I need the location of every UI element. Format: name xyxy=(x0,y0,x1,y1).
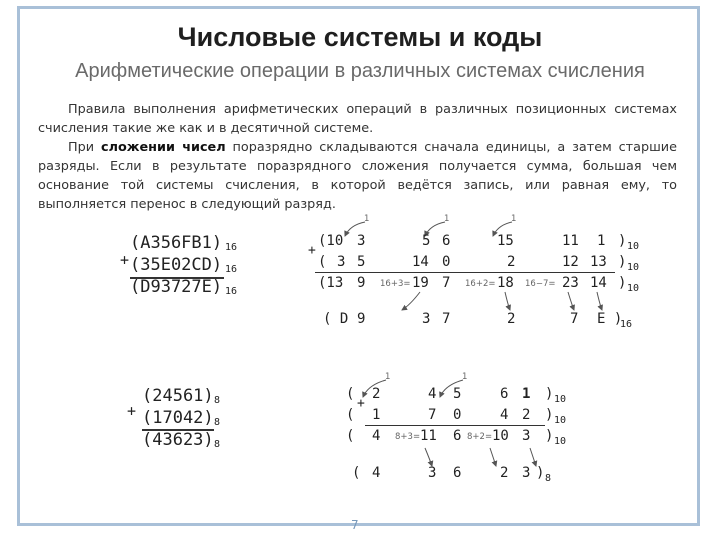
oct-detail-plus: + xyxy=(357,396,365,411)
hex-r3-note-1: 16+3= xyxy=(380,279,411,289)
oct-plus-sign: + xyxy=(127,402,137,420)
hex-r3-c1: 9 xyxy=(357,275,366,291)
oct-res-c4: 2 xyxy=(500,465,509,481)
oct-r2-c6: ) xyxy=(545,407,554,423)
hex-detail-plus: + xyxy=(308,243,316,258)
para2-start: При xyxy=(68,140,101,155)
hex-r2-c3: 14 xyxy=(412,254,429,270)
oct-detail-sum-line xyxy=(365,425,545,426)
oct-result-arrow-1 xyxy=(425,448,432,466)
hex-r1-c2: 5 xyxy=(422,233,431,249)
oct-result-arrow-2 xyxy=(490,448,496,466)
hex-res-c1: 9 xyxy=(357,311,366,327)
hex-res-c5: 7 xyxy=(570,311,579,327)
hex-r3-c5: 23 xyxy=(562,275,579,291)
oct-r1-c5: 1 xyxy=(522,386,531,402)
hex-r2-c8: ) xyxy=(618,254,627,270)
hex-r3-note-3: 16−7= xyxy=(525,279,556,289)
page-number: 7 xyxy=(351,518,359,532)
hex-r3-c4: 18 xyxy=(497,275,514,291)
hex-carry-2: 1 xyxy=(444,214,450,224)
hex-r1-c3: 6 xyxy=(442,233,451,249)
hex-plus-sign: + xyxy=(120,251,130,269)
oct-r1-c0: ( xyxy=(346,386,355,402)
oct-r3-c6: ) xyxy=(545,428,554,444)
oct-r3-note-1: 8+3= xyxy=(395,432,421,442)
oct-r2-base: 10 xyxy=(554,415,567,426)
hex-carry-3: 1 xyxy=(511,214,517,224)
oct-r3-base: 10 xyxy=(554,436,567,447)
hex-r2-c0: ( xyxy=(318,254,327,270)
oct-result: (43623) xyxy=(142,430,214,450)
hex-res-c0: ( D xyxy=(323,311,349,327)
hex-r1-base: 10 xyxy=(627,241,640,252)
oct-r1-c3: 5 xyxy=(453,386,462,402)
hex-res-c6: E ) xyxy=(597,311,623,327)
oct-r3-c4: 10 xyxy=(492,428,509,444)
oct-res-base: 8 xyxy=(545,473,552,484)
hex-res-c4: 2 xyxy=(507,311,516,327)
oct-operand1: (24561) xyxy=(142,386,214,406)
hex-r2-c7: 13 xyxy=(590,254,607,270)
hex-r2-base: 10 xyxy=(627,262,640,273)
hex-r2-c4: 0 xyxy=(442,254,451,270)
oct-r3-c5: 3 xyxy=(522,428,531,444)
oct-r2-c1: 1 xyxy=(372,407,381,423)
oct-operand2-base: 8 xyxy=(214,417,221,428)
hex-r3-c6: 14 xyxy=(590,275,607,291)
oct-res-c5: 3 xyxy=(522,465,531,481)
hex-r1-c1: 3 xyxy=(357,233,366,249)
oct-result-arrow-3 xyxy=(530,448,536,466)
hex-r3-base: 10 xyxy=(627,283,640,294)
oct-r1-c4: 6 xyxy=(500,386,509,402)
oct-r1-c2: 4 xyxy=(428,386,437,402)
oct-carry-2: 1 xyxy=(462,372,468,382)
hex-result: (D93727E) xyxy=(130,277,223,297)
hex-r2-c5: 2 xyxy=(507,254,516,270)
hex-r1-c6: 1 xyxy=(597,233,606,249)
hex-r3-c3: 7 xyxy=(442,275,451,291)
oct-r1-c6: ) xyxy=(545,386,554,402)
para2-rest: поразрядно складываются сначала единицы, а затем старшие разряды. Если в результате поразрядного сложения получается сумма, большая чем основание той системы счисления, в которой ведётся запись, или равная ему, то выполняется перенос в следующий разряд. xyxy=(38,140,677,212)
hex-r1-c7: ) xyxy=(618,233,627,249)
hex-r1-c5: 11 xyxy=(562,233,579,249)
oct-r3-note-2: 8+2= xyxy=(467,432,493,442)
hex-res-c2: 3 xyxy=(422,311,431,327)
hex-r1-c4: 15 xyxy=(497,233,514,249)
paragraph-rules: Правила выполнения арифметических операций в различных позиционных системах счисления такие же как и в десятичной системе. xyxy=(38,102,677,136)
hex-r3-c2: 19 xyxy=(412,275,429,291)
oct-r2-c4: 4 xyxy=(500,407,509,423)
hex-r3-c7: ) xyxy=(618,275,627,291)
oct-r2-c5: 2 xyxy=(522,407,531,423)
oct-res-c0: ( xyxy=(352,465,361,481)
hex-operand2-base: 16 xyxy=(225,264,238,275)
hex-r1-c0: (10 xyxy=(318,233,344,249)
hex-res-c3: 7 xyxy=(442,311,451,327)
hex-r2-c2: 5 xyxy=(357,254,366,270)
hex-result-base: 16 xyxy=(225,286,238,297)
page-number-line-right xyxy=(366,523,390,526)
oct-r1-c1: 2 xyxy=(372,386,381,402)
oct-res-c1: 4 xyxy=(372,465,381,481)
hex-operand1-base: 16 xyxy=(225,242,238,253)
para2-bold: сложении чисел xyxy=(100,140,226,155)
hex-res-base: 16 xyxy=(620,319,633,330)
page-number-line-left xyxy=(325,523,349,526)
hex-r3-note-2: 16+2= xyxy=(465,279,496,289)
slide-title: Числовые системы и коды xyxy=(177,22,543,52)
oct-r3-c1: 4 xyxy=(372,428,381,444)
oct-operand2: (17042) xyxy=(142,408,214,428)
oct-carry-1: 1 xyxy=(385,372,391,382)
hex-carry-1: 1 xyxy=(364,214,370,224)
oct-result-base: 8 xyxy=(214,439,221,450)
oct-r2-c0: ( xyxy=(346,407,355,423)
oct-r2-c2: 7 xyxy=(428,407,437,423)
oct-r3-c3: 6 xyxy=(453,428,462,444)
oct-res-c6: ) xyxy=(536,465,545,481)
slide-subtitle: Арифметические операции в различных системах счисления xyxy=(75,60,645,82)
hex-r3-c0: (13 xyxy=(318,275,344,291)
oct-r2-c3: 0 xyxy=(453,407,462,423)
oct-r3-c2: 11 xyxy=(420,428,437,444)
oct-res-c2: 3 xyxy=(428,465,437,481)
oct-r3-c0: ( xyxy=(346,428,355,444)
hex-r2-c1: 3 xyxy=(337,254,346,270)
hex-operand1: (A356FB1) xyxy=(130,233,223,253)
hex-r2-c6: 12 xyxy=(562,254,579,270)
oct-res-c3: 6 xyxy=(453,465,462,481)
hex-operand2: (35E02CD) xyxy=(130,255,223,275)
oct-r1-base: 10 xyxy=(554,394,567,405)
oct-operand1-base: 8 xyxy=(214,395,221,406)
